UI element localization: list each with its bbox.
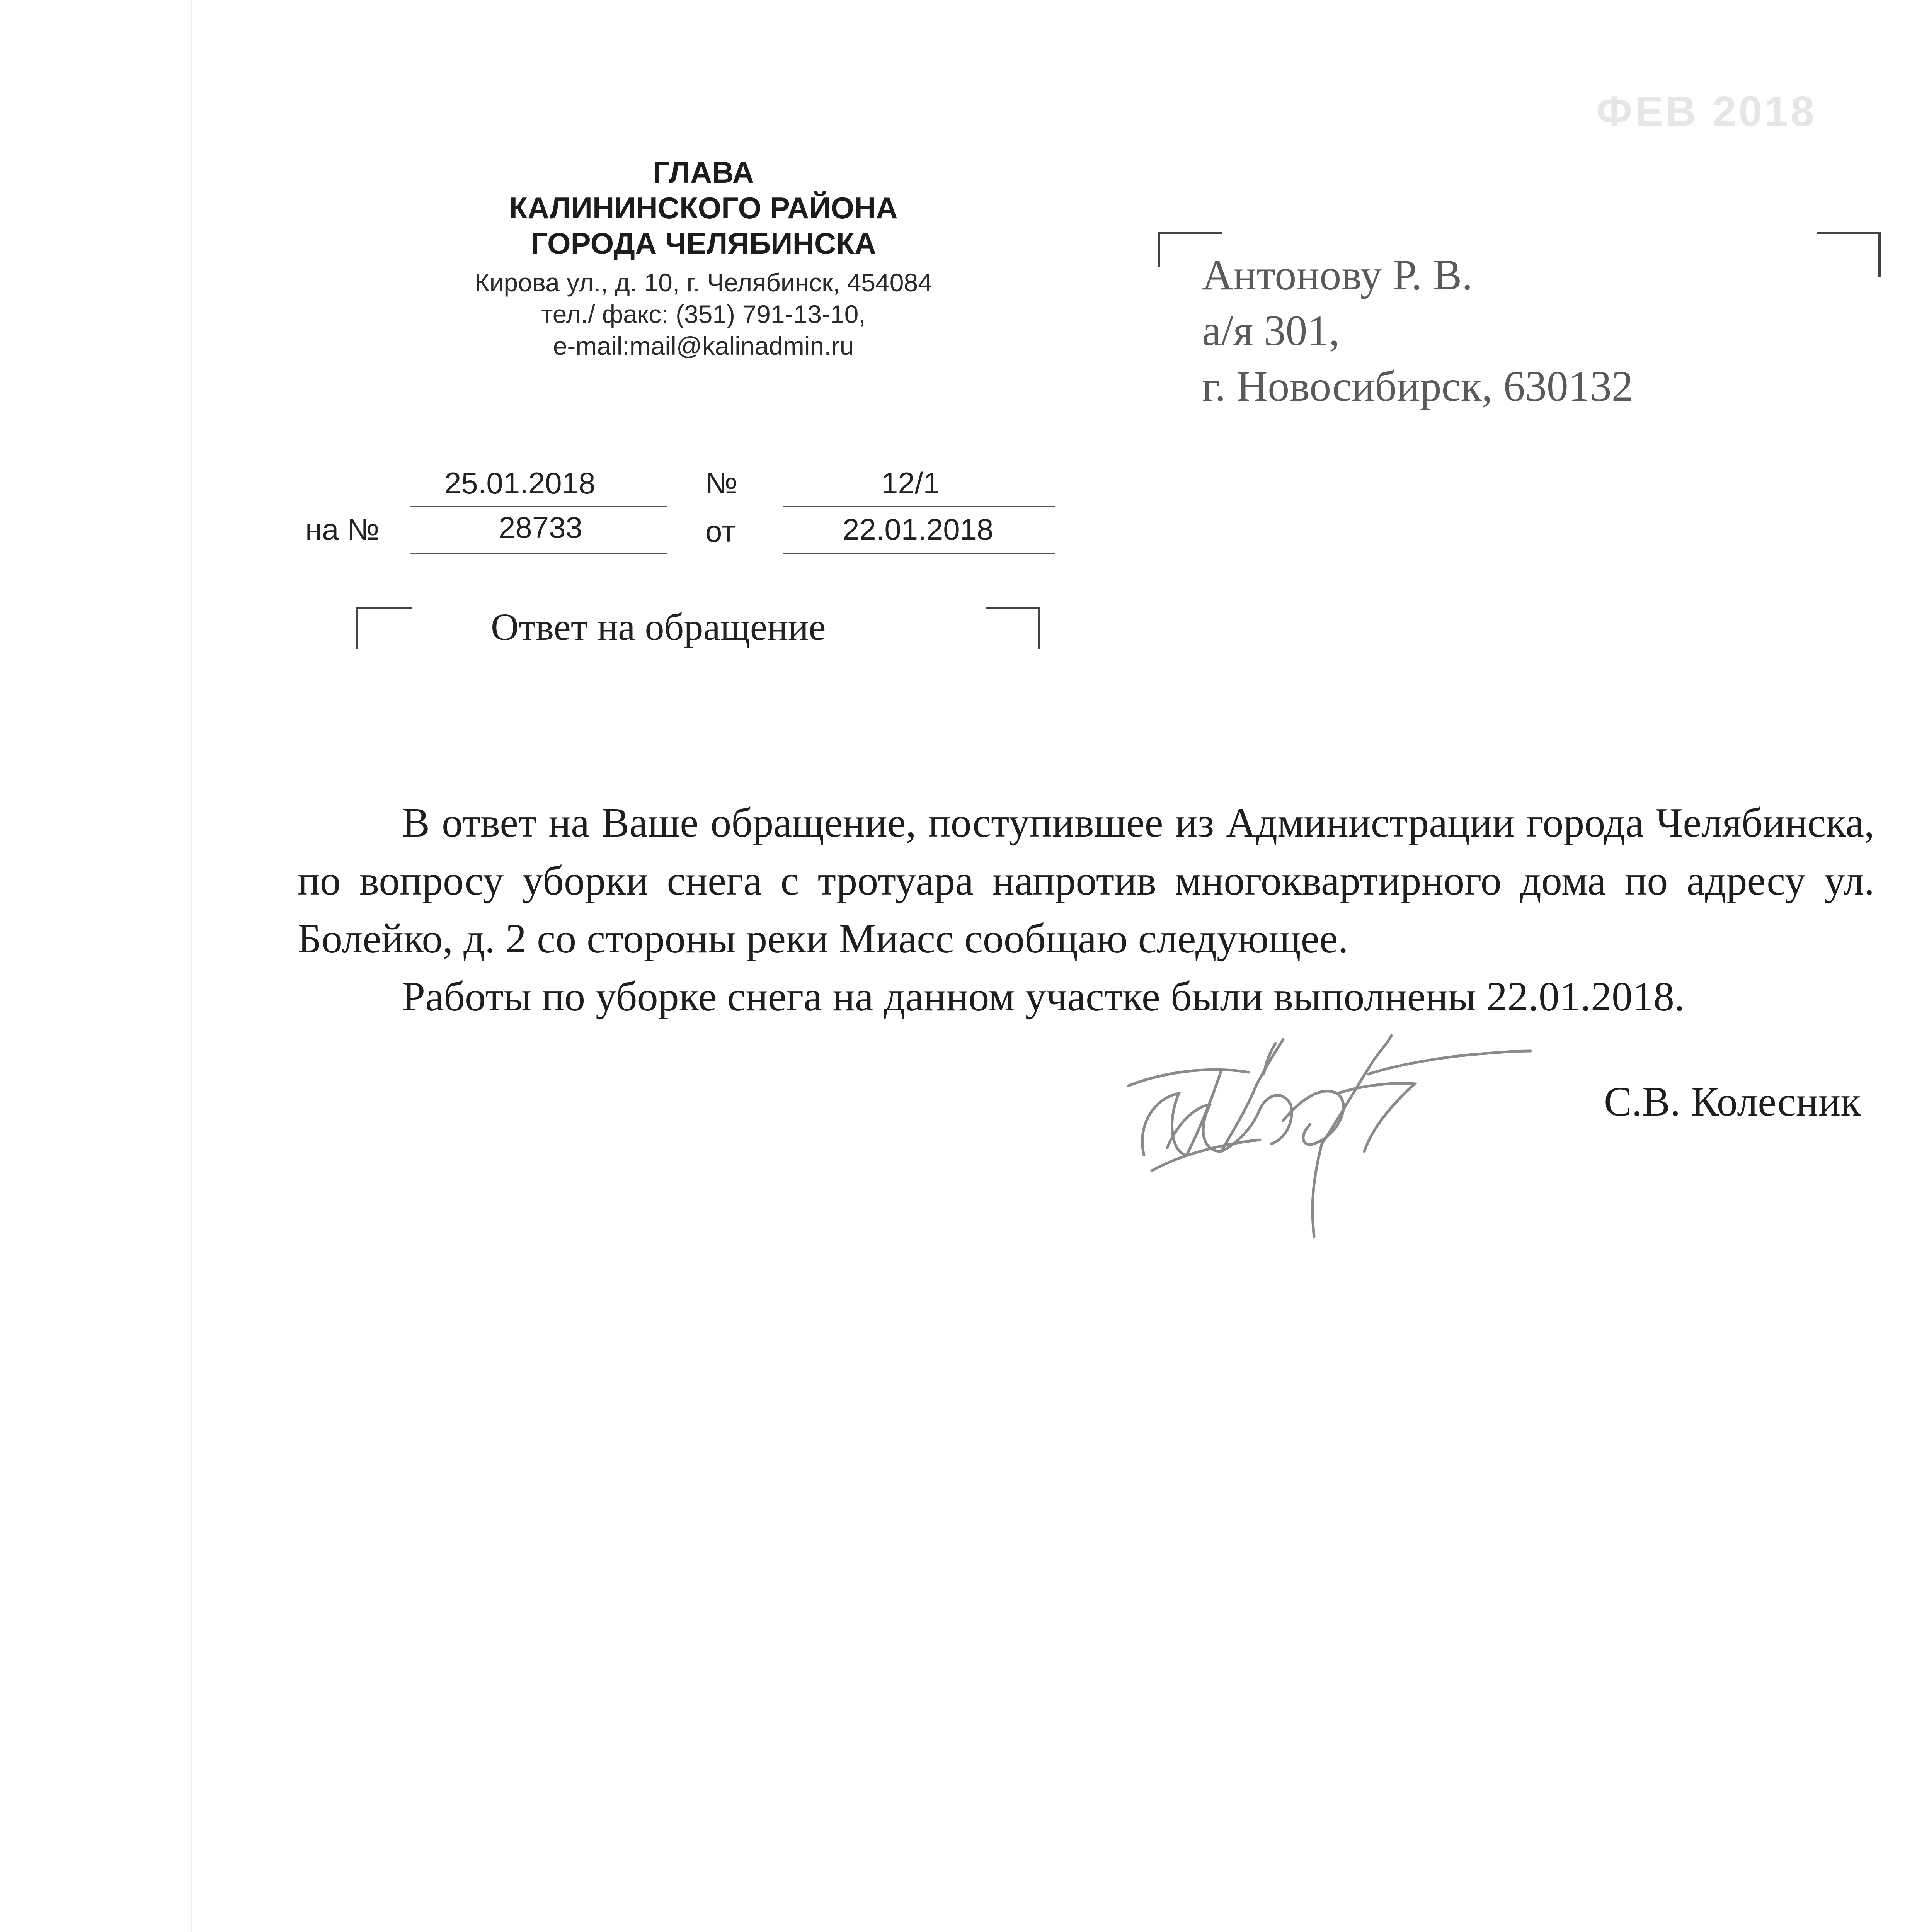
subject-bracket-right	[986, 607, 1040, 649]
recipient-po-box: а/я 301,	[1202, 307, 1340, 355]
recipient-bracket-right	[1817, 232, 1881, 277]
from-label: от	[705, 514, 735, 548]
recipient-name: Антонову Р. В.	[1202, 251, 1473, 299]
reference-date: 22.01.2018	[843, 512, 994, 546]
subject-bracket-left	[356, 607, 412, 649]
letter-body	[298, 794, 1874, 1026]
page-edge-line	[191, 0, 192, 1932]
letterhead	[390, 155, 1016, 362]
received-date-stamp: ФЕВ 2018	[1596, 88, 1817, 135]
letterhead-phone: тел./ факс: (351) 791-13-10,	[541, 300, 866, 328]
subject-line: Ответ на обращение	[491, 605, 826, 648]
outgoing-number: 12/1	[881, 466, 940, 500]
reference-date-underline	[783, 553, 1055, 554]
reference-number: 28733	[499, 510, 582, 544]
letterhead-address: Кирова ул., д. 10, г. Челябинск, 454084	[475, 268, 932, 297]
handwritten-signature	[1121, 1028, 1565, 1267]
letterhead-title-line2: КАЛИНИНСКОГО РАЙОНА	[509, 191, 898, 225]
number-label: №	[705, 466, 738, 500]
body-paragraph-1: В ответ на Ваше обращение, поступившее из Администрации города Челябинска, по вопросу уборки снега с тротуара напротив многоквартирного дома по адресу ул. Болейко, д. 2 со стороны реки Миасс сообщаю следующее.	[298, 800, 1874, 962]
reference-number-underline	[410, 553, 667, 554]
signer-name: С.В. Колесник	[1604, 1079, 1861, 1125]
recipient-block	[1202, 247, 1633, 414]
outgoing-date-underline	[410, 506, 667, 507]
letterhead-email: e-mail:mail@kalinadmin.ru	[553, 332, 854, 360]
outgoing-number-underline	[783, 506, 1055, 507]
outgoing-date: 25.01.2018	[444, 466, 596, 500]
letterhead-title-line1: ГЛАВА	[652, 155, 754, 189]
body-paragraph-2: Работы по уборке снега на данном участке были выполнены 22.01.2018.	[402, 974, 1685, 1020]
reference-label: на №	[305, 512, 380, 546]
recipient-city: г. Новосибирск, 630132	[1202, 362, 1633, 410]
letterhead-title-line3: ГОРОДА ЧЕЛЯБИНСКА	[530, 226, 877, 260]
